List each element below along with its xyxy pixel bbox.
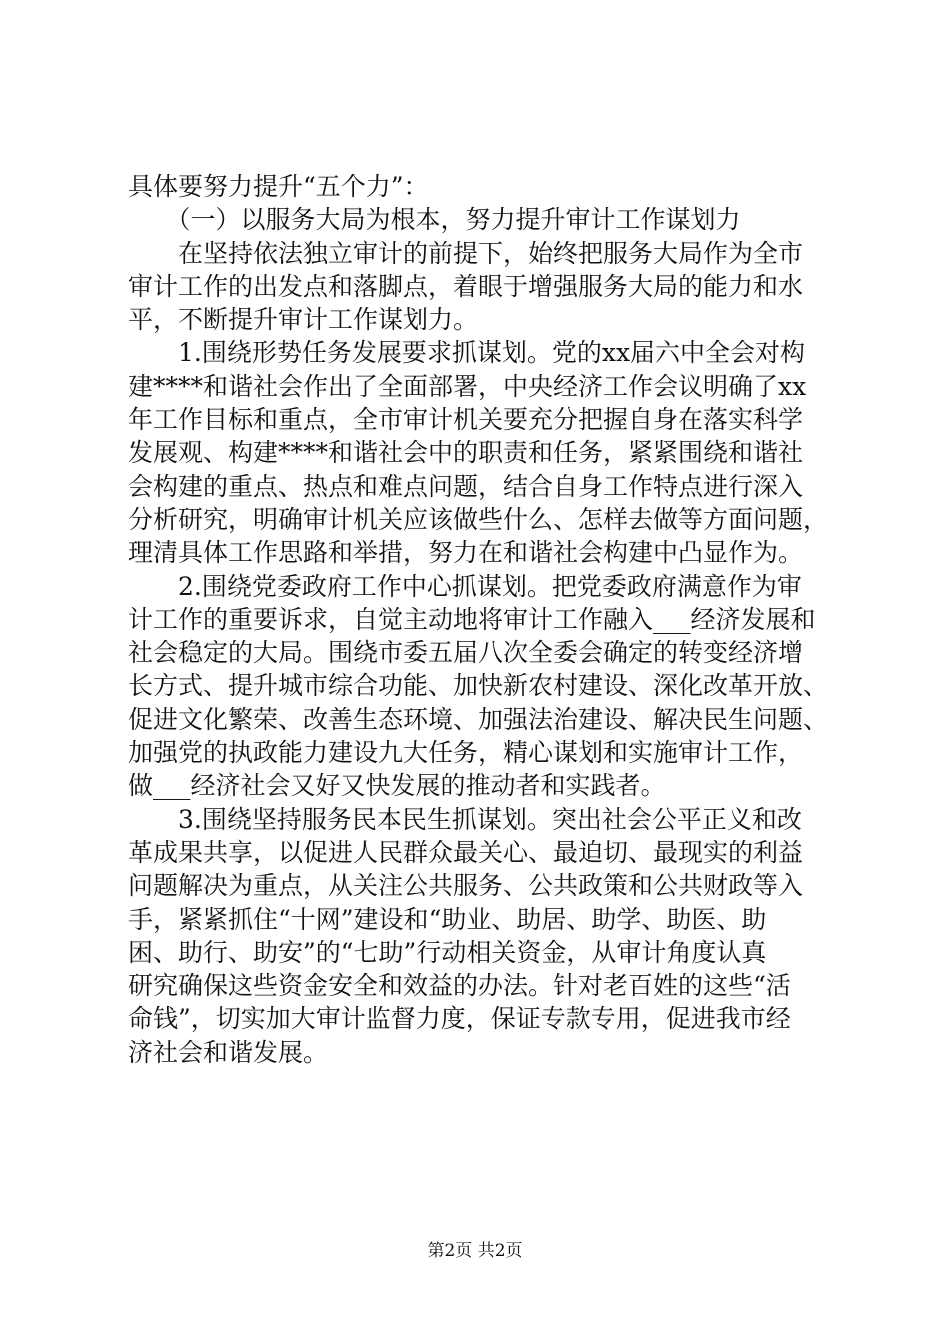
document-body — [128, 170, 858, 1069]
section-heading: （一）以服务大局为根本，努力提升审计工作谋划力 — [128, 205, 741, 235]
text-line: 在坚持依法独立审计的前提下，始终把服务大局作为全市 — [128, 238, 804, 268]
text-line: 具体要努力提升“五个力”： — [128, 172, 429, 201]
text-line: 3.围绕坚持服务民本民生抓谋划。突出社会公平正义和改 — [128, 804, 802, 834]
text-line: 加强党的执政能力建设九大任务，精心谋划和实施审计工作， — [128, 738, 804, 768]
page-number-label: 第2页 共2页 — [427, 1241, 523, 1261]
text-line: 理清具体工作思路和举措，努力在和谐社会构建中凸显作为。 — [128, 538, 804, 568]
page-footer — [0, 1240, 950, 1262]
text-line: 会构建的重点、热点和难点问题，结合自身工作特点进行深入 — [128, 471, 804, 501]
text-line: 平，不断提升审计工作谋划力。 — [128, 305, 479, 335]
text-line: 分析研究，明确审计机关应该做些什么、怎样去做等方面问题， — [128, 504, 829, 534]
text-line: 命钱”，切实加大审计监督力度，保证专款专用，促进我市经 — [128, 1004, 791, 1034]
text-line: 做___经济社会又好又快发展的推动者和实践者。 — [128, 771, 666, 801]
text-line: 2.围绕党委政府工作中心抓谋划。把党委政府满意作为审 — [128, 571, 802, 601]
text-line: 计工作的重要诉求，自觉主动地将审计工作融入___经济发展和 — [128, 604, 816, 634]
text-line: 年工作目标和重点，全市审计机关要充分把握自身在落实科学 — [128, 405, 804, 435]
text-line: 问题解决为重点，从关注公共服务、公共政策和公共财政等入 — [128, 871, 804, 901]
text-line: 促进文化繁荣、改善生态环境、加强法治建设、解决民生问题、 — [128, 704, 829, 734]
text-line: 困、助行、助安”的“七助”行动相关资金，从审计角度认真 — [128, 937, 767, 967]
text-line: 济社会和谐发展。 — [128, 1037, 329, 1067]
text-line: 发展观、构建****和谐社会中的职责和任务，紧紧围绕和谐社 — [128, 438, 804, 468]
text-line: 革成果共享，以促进人民群众最关心、最迫切、最现实的利益 — [128, 837, 804, 867]
text-line: 社会稳定的大局。围绕市委五届八次全委会确定的转变经济增 — [128, 638, 804, 668]
text-line: 手，紧紧抓住“十网”建设和“助业、助居、助学、助医、助 — [128, 904, 767, 934]
text-line: 研究确保这些资金安全和效益的办法。针对老百姓的这些“活 — [128, 971, 791, 1001]
text-line: 审计工作的出发点和落脚点，着眼于增强服务大局的能力和水 — [128, 271, 804, 301]
text-line: 长方式、提升城市综合功能、加快新农村建设、深化改革开放、 — [128, 671, 829, 701]
text-line: 1.围绕形势任务发展要求抓谋划。党的xx届六中全会对构 — [128, 338, 806, 368]
text-line: 建****和谐社会作出了全面部署，中央经济工作会议明确了xx — [128, 371, 807, 401]
